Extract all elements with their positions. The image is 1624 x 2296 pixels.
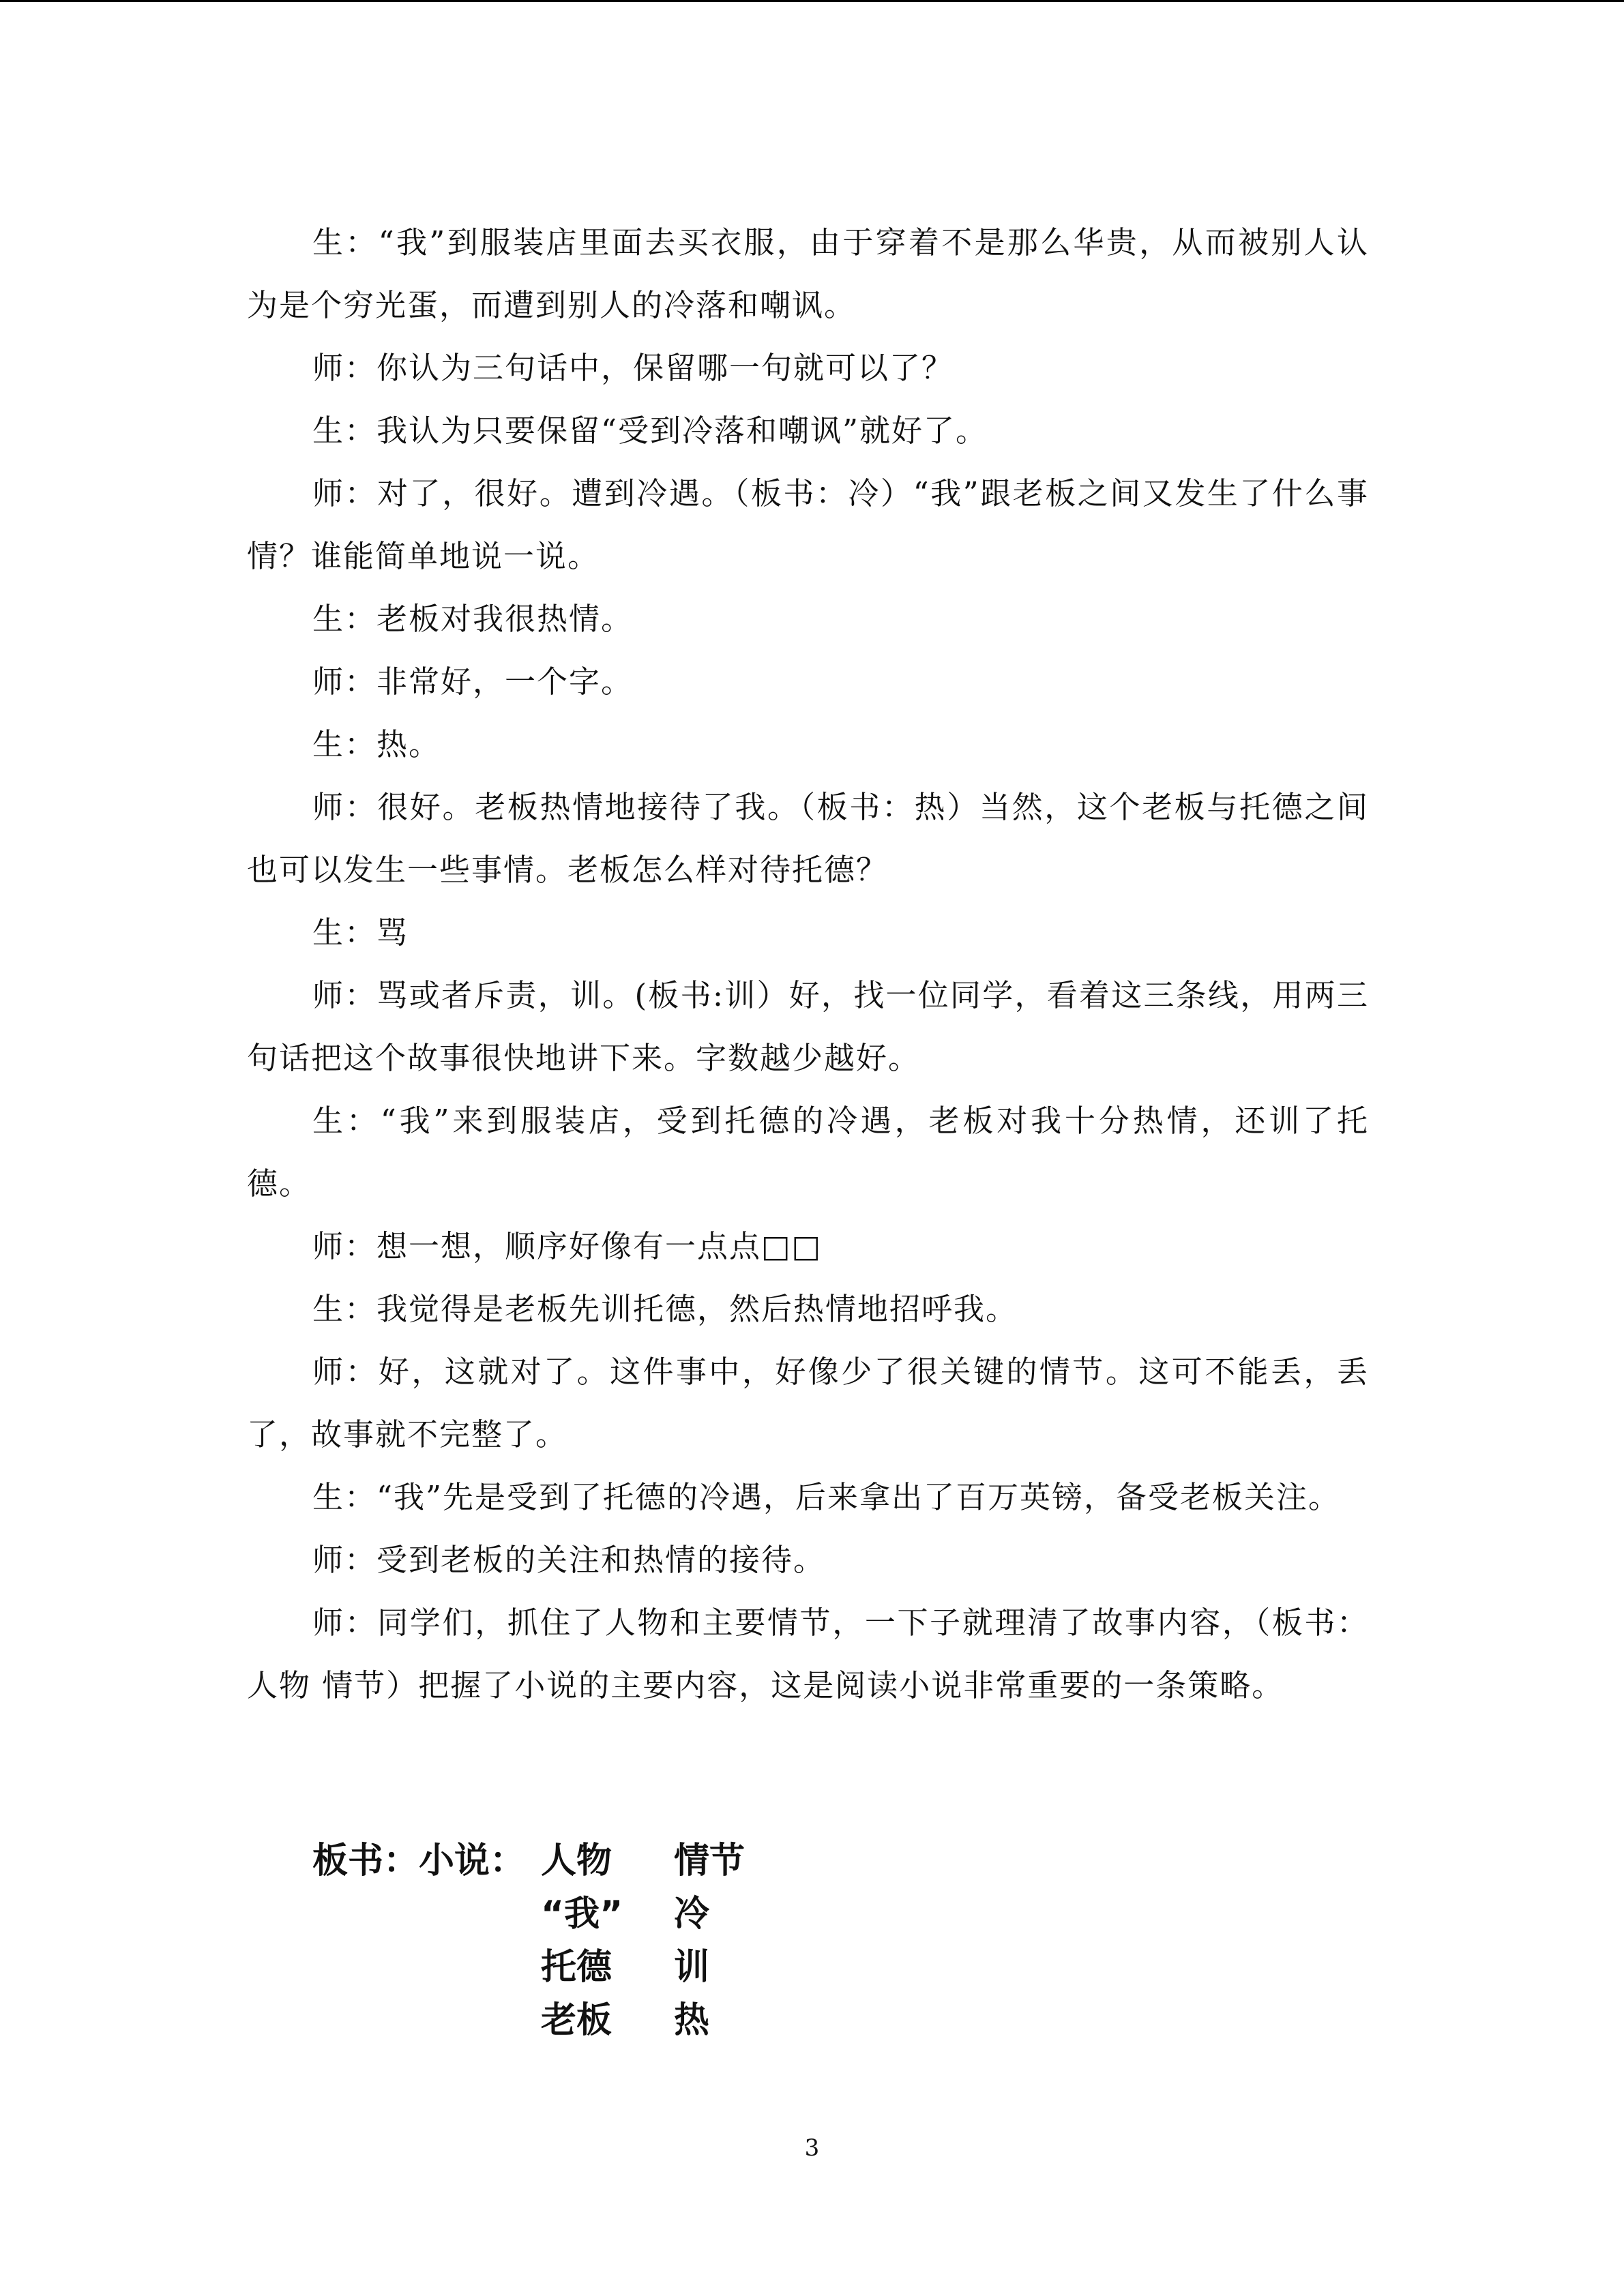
- paragraph: 生：“我”到服装店里面去买衣服，由于穿着不是那么华贵，从而被别人认为是个穷光蛋，而遭到别人的冷落和嘲讽。: [247, 224, 1369, 323]
- paragraph: 师：想一想，顺序好像有一点点□□: [312, 1228, 823, 1264]
- paragraph: 师：好，这就对了。这件事中，好像少了很关键的情节。这可不能丢，丢了，故事就不完整了。: [247, 1354, 1369, 1452]
- board-plot: 冷: [674, 1894, 710, 1935]
- paragraph: 师：骂或者斥责，训。(板书:训）好，找一位同学，看着这三条线，用两三句话把这个故事很快地讲下来。字数越少越好。: [247, 977, 1369, 1076]
- board-character: “我”: [541, 1894, 623, 1935]
- paragraph: 生：热。: [312, 726, 441, 762]
- paragraph: 生：“我”来到服装店，受到托德的冷遇，老板对我十分热情，还训了托德。: [247, 1103, 1369, 1202]
- board-header-plot: 情节: [674, 1840, 745, 1881]
- board-character: 托德: [541, 1947, 612, 1988]
- board-plot: 训: [674, 1947, 710, 1988]
- page-number: 3: [804, 2134, 820, 2162]
- paragraph: 师：很好。老板热情地接待了我。（板书：热）当然，这个老板与托德之间也可以发生一些事情。老板怎么样对待托德？: [247, 789, 1369, 888]
- board-title: 板书：小说：: [312, 1840, 526, 1881]
- paragraph: 师：非常好，一个字。: [312, 664, 634, 700]
- board-header-character: 人物: [541, 1840, 612, 1881]
- board-character: 老板: [541, 2000, 612, 2041]
- paragraph: 生：老板对我很热情。: [312, 601, 634, 637]
- paragraph: 生：骂: [312, 914, 409, 951]
- page-top-border: [0, 0, 1624, 2]
- paragraph: 师：你认为三句话中，保留哪一句就可以了？: [312, 350, 954, 386]
- paragraph: 生：我觉得是老板先训托德，然后热情地招呼我。: [312, 1291, 1018, 1327]
- paragraph: 生：“我”先是受到了托德的冷遇，后来拿出了百万英镑，备受老板关注。: [312, 1479, 1341, 1515]
- paragraph: 师：对了，很好。遭到冷遇。（板书：冷）“我”跟老板之间又发生了什么事情？谁能简单地说一说。: [247, 475, 1369, 574]
- dialogue-transcript: [247, 211, 1369, 1717]
- paragraph: 师：受到老板的关注和热情的接待。: [312, 1542, 826, 1578]
- paragraph: 师：同学们，抓住了人物和主要情节，一下子就理清了故事内容，（板书：人物 情节）把握了小说的主要内容，这是阅读小说非常重要的一条策略。: [247, 1605, 1369, 1703]
- paragraph: 生：我认为只要保留“受到冷落和嘲讽”就好了。: [312, 413, 988, 449]
- board-plot: 热: [674, 2000, 710, 2041]
